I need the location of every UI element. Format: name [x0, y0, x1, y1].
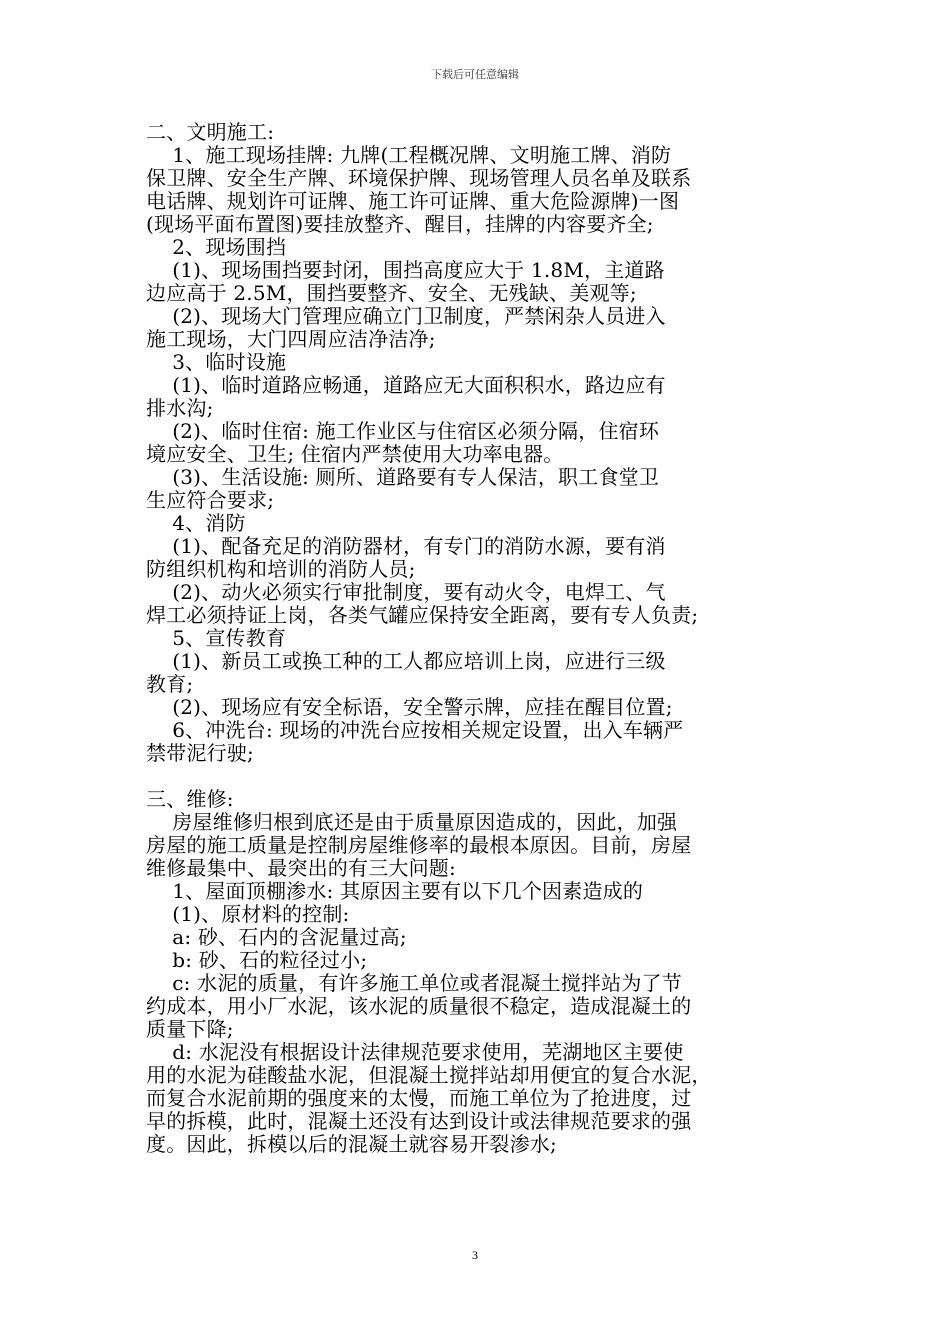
text-line: (2)、动火必须实行审批制度，要有动火令，电焊工、气 [146, 580, 666, 604]
header-note: 下载后可任意编辑 [431, 68, 519, 81]
text-line: d: 水泥没有根据设计法律规范要求使用，芜湖地区主要使 [146, 1040, 684, 1064]
text-line: (1)、新员工或换工种的工人都应培训上岗，应进行三级 [146, 649, 666, 673]
text-line: c: 水泥的质量，有许多施工单位或者混凝土搅拌站为了节 [146, 971, 682, 995]
text-line: 禁带泥行驶; [146, 741, 254, 765]
section-title: 二、文明施工: [146, 120, 275, 144]
text-line: (1)、临时道路应畅通，道路应无大面积积水，路边应有 [146, 373, 666, 397]
text-line: (1)、配备充足的消防器材，有专门的消防水源，要有消 [146, 534, 666, 558]
text-line: 质量下降; [146, 1017, 234, 1041]
text-line: a: 砂、石内的含泥量过高; [146, 925, 407, 949]
section-title: 三、维修: [146, 787, 234, 811]
text-line: b: 砂、石的粒径过小; [146, 948, 368, 972]
text-line: 2、现场围挡 [146, 235, 287, 259]
text-line: 5、宣传教育 [146, 626, 287, 650]
text-line: (现场平面布置图)要挂放整齐、醒目，挂牌的内容要齐全; [146, 212, 654, 236]
text-line: 4、消防 [146, 511, 246, 535]
text-line: 防组织机构和培训的消防人员; [146, 557, 416, 581]
text-line: 早的拆模，此时，混凝土还没有达到设计或法律规范要求的强 [146, 1109, 692, 1133]
text-line: 施工现场，大门四周应洁净洁净; [146, 327, 436, 351]
paragraph-gap [146, 765, 816, 788]
text-line: (1)、现场围挡要封闭，围挡高度应大于 1.8M，主道路 [146, 258, 665, 282]
text-line: (2)、临时住宿: 施工作业区与住宿区必须分隔，住宿环 [146, 419, 660, 443]
document-body [146, 121, 816, 1156]
text-line: 约成本，用小厂水泥，该水泥的质量很不稳定，造成混凝土的 [146, 994, 692, 1018]
text-line: 电话牌、规划许可证牌、施工许可证牌、重大危险源牌)一图 [146, 189, 680, 213]
text-line: 用的水泥为硅酸盐水泥，但混凝土搅拌站却用便宜的复合水泥， [146, 1063, 712, 1087]
text-line: 房屋维修归根到底还是由于质量原因造成的，因此，加强 [146, 810, 678, 834]
text-line: 焊工必须持证上岗，各类气罐应保持安全距离，要有专人负责; [146, 603, 699, 627]
text-line: 3、临时设施 [146, 350, 287, 374]
page-number: 3 [472, 1248, 478, 1262]
text-line: (1)、原材料的控制: [146, 902, 350, 926]
text-line: 1、施工现场挂牌: 九牌(工程概况牌、文明施工牌、消防 [146, 143, 672, 167]
text-line: 边应高于 2.5M，围挡要整齐、安全、无残缺、美观等; [146, 281, 637, 305]
text-line: (2)、现场大门管理应确立门卫制度，严禁闲杂人员进入 [146, 304, 666, 328]
text-line: 6、冲洗台: 现场的冲洗台应按相关规定设置，出入车辆严 [146, 718, 684, 742]
text-line: 度。因此，拆模以后的混凝土就容易开裂渗水; [146, 1132, 557, 1156]
section-body [146, 811, 816, 1156]
text-line: 生应符合要求; [146, 488, 275, 512]
text-line: 教育; [146, 672, 194, 696]
text-line: 维修最集中、最突出的有三大问题: [146, 856, 456, 880]
text-line: 保卫牌、安全生产牌、环境保护牌、现场管理人员名单及联系 [146, 166, 692, 190]
text-line: 1、屋面顶棚渗水: 其原因主要有以下几个因素造成的 [146, 879, 644, 903]
text-line: 境应安全、卫生; 住宿内严禁使用大功率电器。 [146, 442, 564, 466]
text-line: 排水沟; [146, 396, 214, 420]
text-line: 房屋的施工质量是控制房屋维修率的最根本原因。目前，房屋 [146, 833, 692, 857]
text-line: 而复合水泥前期的强度来的太慢，而施工单位为了抢进度，过 [146, 1086, 692, 1110]
section-body [146, 144, 816, 765]
text-line: (3)、生活设施: 厕所、道路要有专人保洁，职工食堂卫 [146, 465, 660, 489]
text-line: (2)、现场应有安全标语，安全警示牌，应挂在醒目位置; [146, 695, 673, 719]
